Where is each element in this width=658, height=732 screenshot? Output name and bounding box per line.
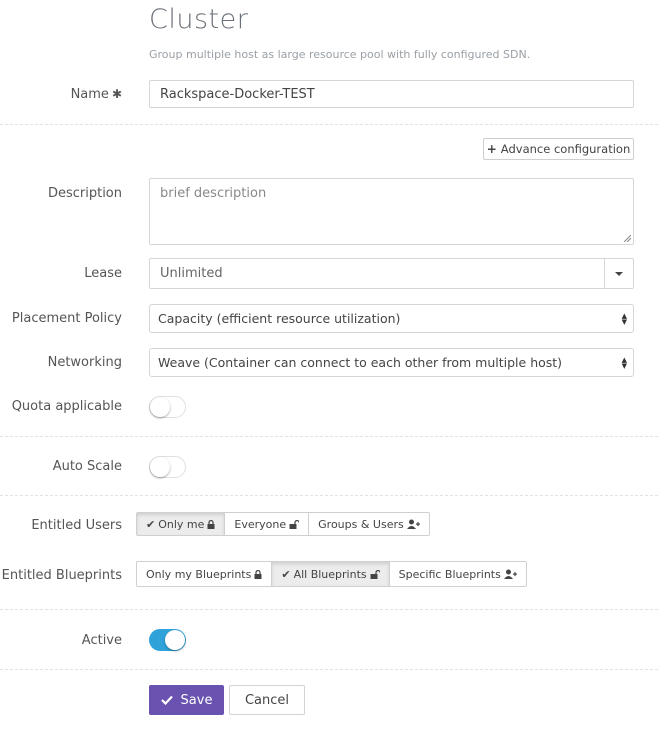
- name-label: [71, 87, 122, 102]
- quota-applicable-label: Quota applicable: [11, 399, 122, 414]
- option-label: Groups & Users: [318, 517, 404, 531]
- check-icon: ✔: [281, 567, 291, 581]
- lease-dropdown-toggle[interactable]: [604, 259, 633, 288]
- option-label: Only my Blueprints: [146, 567, 252, 581]
- placement-policy-select[interactable]: [149, 304, 634, 333]
- entitled-users-only-me[interactable]: [136, 512, 225, 536]
- auto-scale-toggle[interactable]: [149, 456, 186, 478]
- active-toggle[interactable]: [149, 629, 186, 651]
- entitled-users-label: Entitled Users: [31, 518, 122, 533]
- section-divider: [0, 609, 658, 610]
- toggle-knob: [165, 630, 185, 650]
- entitled-blueprints-specific[interactable]: [389, 561, 527, 587]
- plus-icon: +: [486, 142, 497, 156]
- select-arrows-icon: ▲ ▼: [621, 311, 627, 326]
- option-label: Specific Blueprints: [398, 567, 501, 581]
- option-label: Everyone: [234, 517, 287, 531]
- name-input-value: Rackspace-Docker-TEST: [160, 86, 315, 102]
- description-label: Description: [47, 186, 122, 201]
- page-title: Cluster: [149, 4, 249, 35]
- description-textarea[interactable]: [149, 178, 634, 245]
- networking-value: Weave (Container can connect to each other from multiple host): [158, 355, 563, 370]
- entitled-blueprints-all[interactable]: [271, 561, 389, 587]
- save-label: Save: [180, 692, 213, 708]
- cancel-button[interactable]: Cancel: [229, 685, 305, 715]
- quota-applicable-toggle[interactable]: [149, 396, 186, 418]
- description-placeholder: brief description: [160, 186, 267, 201]
- lock-icon: [254, 570, 262, 579]
- name-input[interactable]: [149, 80, 634, 108]
- entitled-users-groups[interactable]: [308, 512, 430, 536]
- section-divider: [0, 436, 658, 437]
- section-divider: [0, 669, 658, 670]
- networking-select[interactable]: [149, 348, 634, 377]
- lease-label: Lease: [84, 266, 122, 281]
- unlock-icon: [370, 570, 380, 579]
- required-asterisk-icon: ✱: [111, 87, 122, 101]
- section-divider: [0, 124, 658, 125]
- lease-dropdown[interactable]: [149, 258, 634, 289]
- advance-configuration-button[interactable]: [483, 138, 634, 160]
- section-divider: [0, 495, 658, 496]
- option-label: Only me: [158, 517, 205, 531]
- lease-value: Unlimited: [160, 266, 223, 281]
- user-plus-icon: [504, 569, 517, 579]
- toggle-knob: [150, 457, 170, 477]
- select-arrows-icon: ▲ ▼: [621, 355, 627, 370]
- user-plus-icon: [407, 519, 420, 529]
- entitled-blueprints-only-mine[interactable]: [136, 561, 272, 587]
- auto-scale-label: Auto Scale: [52, 459, 122, 474]
- toggle-knob: [150, 397, 170, 417]
- active-label: Active: [81, 633, 122, 648]
- save-button[interactable]: [149, 685, 224, 715]
- check-icon: ✔: [146, 517, 156, 531]
- resize-handle-icon[interactable]: [623, 234, 631, 242]
- caret-down-icon: [615, 272, 623, 276]
- networking-label: Networking: [47, 355, 122, 370]
- entitled-users-everyone[interactable]: [224, 512, 309, 536]
- entitled-blueprints-label: Entitled Blueprints: [1, 568, 122, 583]
- check-icon: [161, 695, 173, 705]
- placement-policy-label: Placement Policy: [11, 311, 122, 326]
- entitled-blueprints-group: [136, 561, 527, 587]
- lock-icon: [207, 520, 215, 529]
- option-label: All Blueprints: [293, 567, 367, 581]
- page-subtitle: Group multiple host as large resource pool with fully configured SDN.: [149, 48, 531, 61]
- unlock-icon: [289, 520, 299, 529]
- advance-configuration-label: Advance configuration: [500, 142, 631, 156]
- name-label-text: Name: [70, 87, 109, 102]
- placement-policy-value: Capacity (efficient resource utilization): [158, 311, 401, 326]
- entitled-users-group: [136, 512, 430, 536]
